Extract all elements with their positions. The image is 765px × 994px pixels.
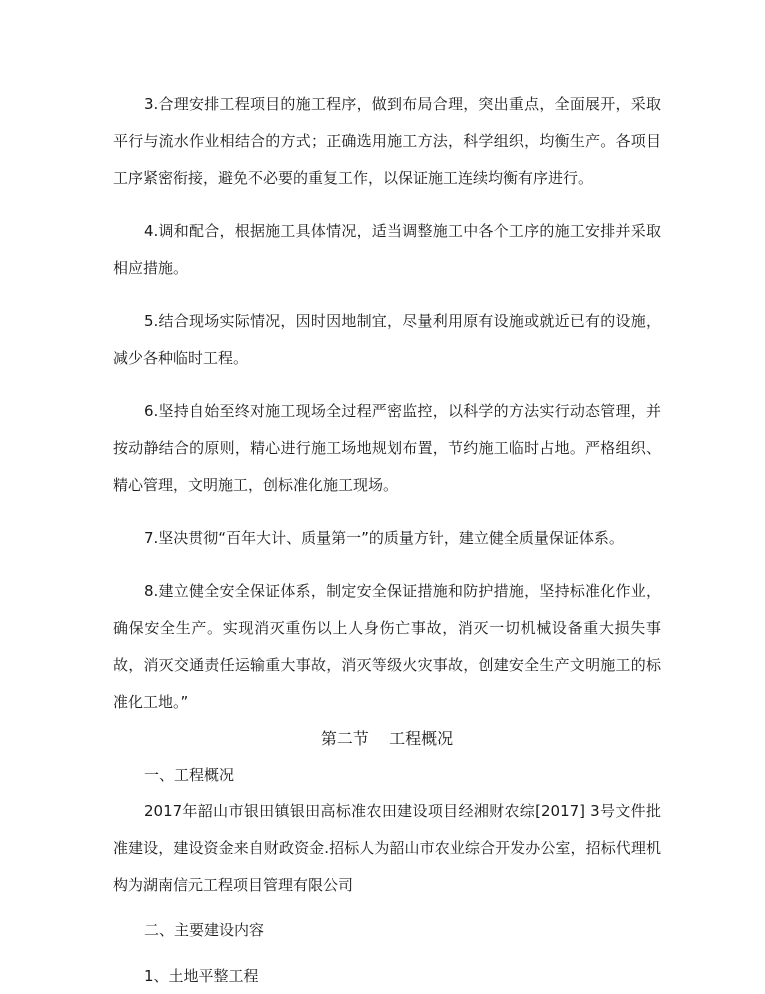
item-heading: 1、土地平整工程 — [144, 967, 259, 985]
paragraph-8: 8.建立健全安全保证体系，制定安全保证措施和防护措施，坚持标准化作业，确保安全生产。实现消灭重伤以上人身伤亡事故，消灭一切机械设备重大损失事故，消灭交通责任运输重大事故，消灭等级火灾事故，创建安全生产文明施工的标准化工地。” — [113, 582, 661, 711]
section-title: 第二节 工程概况 — [320, 729, 454, 748]
paragraph-7: 7.坚决贯彻“百年大计、质量第一”的质量方针，建立健全质量保证体系。 — [144, 529, 624, 547]
overview-heading: 一、工程概况 — [144, 766, 235, 784]
overview-text: 2017年韶山市银田镇银田高标准农田建设项目经湘财农综[2017] 3号文件批准建设，建设资金来自财政资金.招标人为韶山市农业综合开发办公室，招标代理机构为湖南信元工程项目管理有限公司 — [113, 802, 661, 894]
paragraph-5: 5.结合现场实际情况，因时因地制宜，尽量利用原有设施或就近已有的设施，减少各种临时工程。 — [113, 312, 661, 367]
paragraph-4: 4.调和配合，根据施工具体情况，适当调整施工中各个工序的施工安排并采取相应措施。 — [113, 222, 661, 277]
paragraph-6: 6.坚持自始至终对施工现场全过程严密监控，以科学的方法实行动态管理，并按动静结合的原则，精心进行施工场地规划布置，节约施工临时占地。严格组织、精心管理，文明施工，创标准化施工现场。 — [113, 402, 661, 494]
document-body — [113, 86, 661, 994]
paragraph-3: 3.合理安排工程项目的施工程序，做到布局合理，突出重点，全面展开，采取平行与流水作业相结合的方式；正确选用施工方法，科学组织，均衡生产。各项目工序紧密衔接，避免不必要的重复工作，以保证施工连续均衡有序进行。 — [113, 95, 661, 187]
content-heading: 二、主要建设内容 — [144, 921, 265, 939]
